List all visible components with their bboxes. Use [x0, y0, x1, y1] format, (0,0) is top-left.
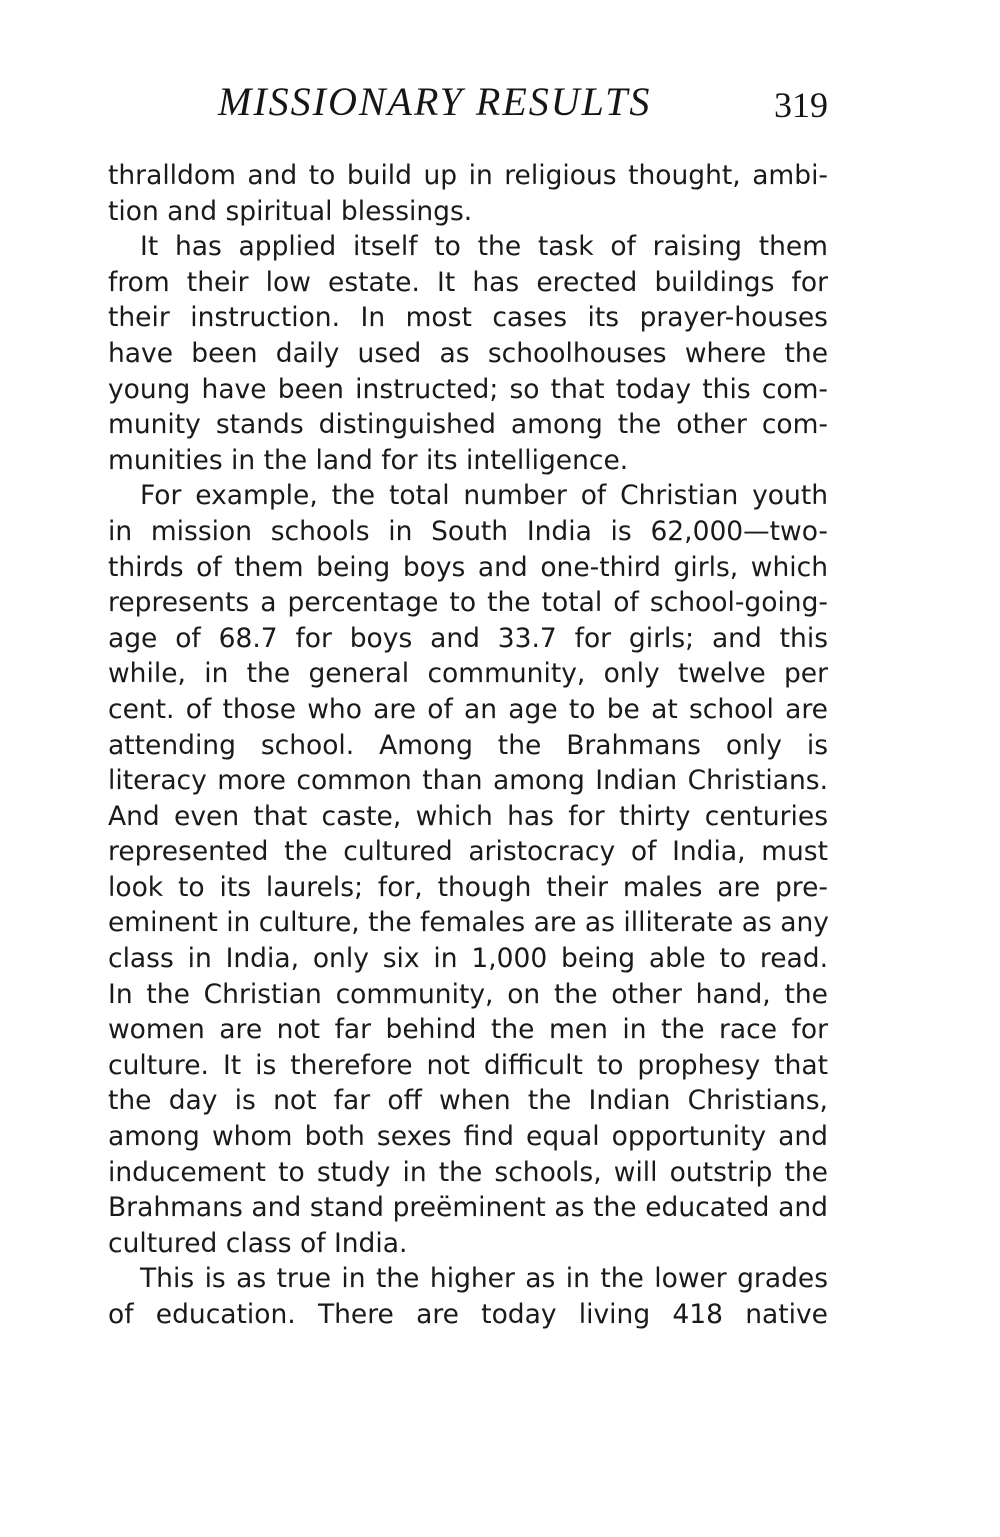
body-text: [108, 158, 828, 1333]
running-title: MISSIONARY RESULTS: [218, 79, 652, 124]
page-number: 319: [774, 85, 828, 125]
text-line: cultured class of India.: [108, 1227, 408, 1259]
text-line: This is as true in the higher as in the lower grades: [140, 1263, 828, 1295]
text-line: have been daily used as schoolhouses where the: [108, 337, 828, 369]
text-line: thralldom and to build up in religious thought, ambi-: [108, 160, 828, 191]
text-line: their instruction. In most cases its prayer-houses: [108, 302, 828, 334]
text-line: cent. of those who are of an age to be at school are: [108, 693, 828, 725]
text-line: In the Christian community, on the other hand, the: [108, 978, 828, 1010]
text-line: munity stands distinguished among the other com-: [108, 409, 828, 441]
text-line: literacy more common than among Indian Christians.: [108, 765, 828, 797]
text-line: from their low estate. It has erected buildings for: [108, 266, 828, 298]
text-line: It has applied itself to the task of raising them: [140, 231, 828, 263]
text-line: And even that caste, which has for thirty centuries: [108, 800, 828, 832]
text-line: For example, the total number of Christian youth: [140, 480, 828, 512]
text-line: age of 68.7 for boys and 33.7 for girls; and this: [108, 622, 828, 654]
text-line: among whom both sexes find equal opportunity and: [108, 1121, 828, 1153]
text-line: thirds of them being boys and one-third girls, which: [108, 551, 828, 583]
page-header: [108, 78, 828, 138]
text-line: women are not far behind the men in the race for: [108, 1014, 828, 1046]
text-line: inducement to study in the schools, will outstrip the: [108, 1156, 828, 1188]
text-line: eminent in culture, the females are as illiterate as any: [108, 907, 829, 939]
text-line: culture. It is therefore not difficult to prophesy that: [108, 1049, 828, 1081]
text-line: look to its laurels; for, though their males are pre-: [108, 871, 828, 903]
text-line: in mission schools in South India is 62,000—two-: [108, 515, 828, 547]
text-line: represented the cultured aristocracy of India, must: [108, 836, 828, 868]
text-line: while, in the general community, only twelve per: [108, 658, 828, 690]
text-line: of education. There are today living 418 native: [108, 1299, 828, 1330]
text-line: young have been instructed; so that today this com-: [108, 373, 828, 405]
text-line: the day is not far off when the Indian Christians,: [108, 1085, 828, 1117]
text-line: Brahmans and stand preëminent as the educated and: [108, 1192, 828, 1224]
text-line: represents a percentage to the total of school-going-: [108, 587, 828, 619]
text-line: class in India, only six in 1,000 being able to read.: [108, 943, 828, 975]
text-line: attending school. Among the Brahmans only is: [108, 729, 828, 761]
text-line: tion and spiritual blessings.: [108, 195, 473, 227]
text-line: munities in the land for its intelligence.: [108, 444, 629, 476]
